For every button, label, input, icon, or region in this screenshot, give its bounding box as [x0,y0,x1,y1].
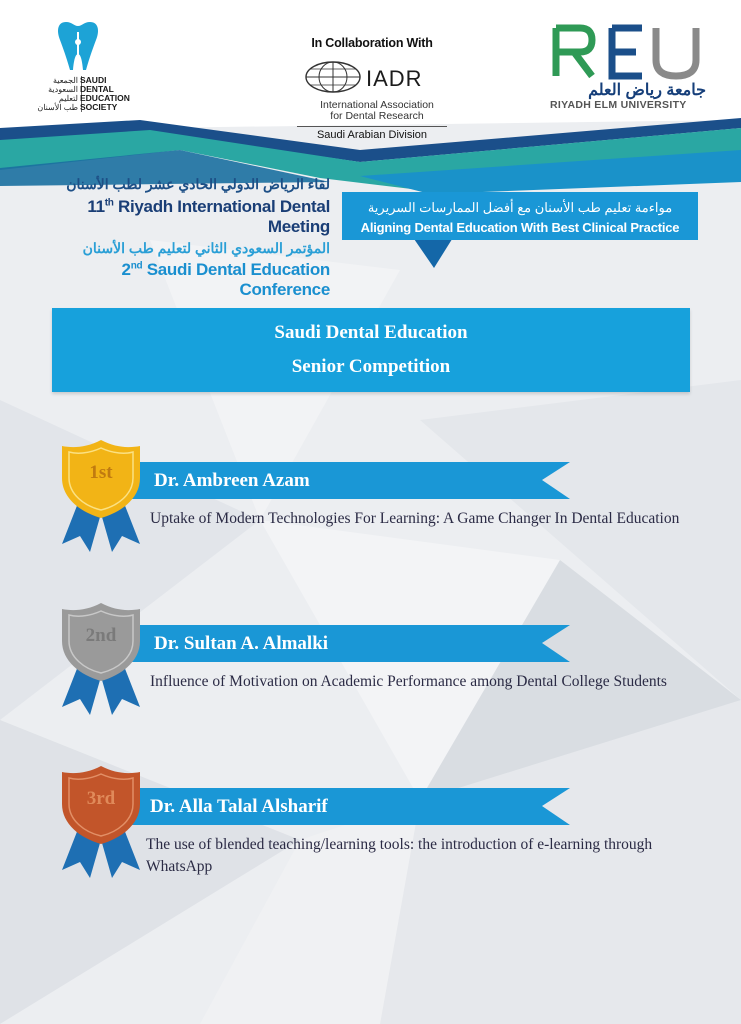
tagline [344,196,696,240]
competition-banner [52,308,690,392]
winner-name: Dr. Ambreen Azam [154,470,310,491]
banner-line2: Senior Competition [291,356,451,377]
iadr-division: Saudi Arabian Division [297,126,447,141]
tagline-english: Aligning Dental Education With Best Clinical Practice [360,220,680,235]
sdes-name-arabic: الجمعية السعودية لتعليم طب الأسنان [30,76,82,112]
conference-title-english: 2nd Saudi Dental Education Conference [121,260,330,299]
collaboration-block [292,36,452,141]
university-name-arabic: جامعة رياض العلم [588,82,706,99]
meeting-title-english: 11th Riyadh International Dental Meeting [87,197,330,236]
university-name-english: RIYADH ELM UNIVERSITY [550,99,687,111]
medal-place: 3rd [86,788,116,809]
medal-gold [56,438,146,558]
paper-title: Uptake of Modern Technologies For Learning: A Game Changer In Dental Education [150,510,680,527]
medal-bronze [56,764,146,884]
winner-name: Dr. Sultan A. Almalki [154,633,329,654]
medal-icon [56,601,146,721]
winner-1 [0,462,741,612]
winner-3 [0,788,741,938]
university-logo [552,24,707,80]
conference-title-arabic: المؤتمر السعودي الثاني لتعليم طب الأسنان [82,240,330,256]
meeting-title-arabic: لقاء الرياض الدولي الحادي عشر لطب الأسنان [66,176,330,192]
tagline-arabic: مواءمة تعليم طب الأسنان مع أفضل الممارسات السريرية [367,200,673,215]
winner-name: Dr. Alla Talal Alsharif [150,796,328,817]
paper-title: The use of blended teaching/learning tools: the introduction of e-learning through WhatsApp [146,836,653,875]
medal-place: 2nd [85,625,117,646]
collaboration-title: In Collaboration With [311,36,433,50]
meeting-titles [30,176,330,300]
medal-icon [56,438,146,558]
banner-line1: Saudi Dental Education [274,322,468,343]
medal-icon [56,764,146,884]
medal-silver [56,601,146,721]
iadr-name: IADR [366,66,423,91]
winner-2 [0,625,741,775]
iadr-full-name: International Association for Dental Research [320,99,434,122]
sdes-name-english: SAUDI DENTAL EDUCATION SOCIETY [80,75,130,112]
medal-place: 1st [89,462,113,483]
paper-title: Influence of Motivation on Academic Performance among Dental College Students [150,673,667,690]
globe-icon [304,60,362,94]
